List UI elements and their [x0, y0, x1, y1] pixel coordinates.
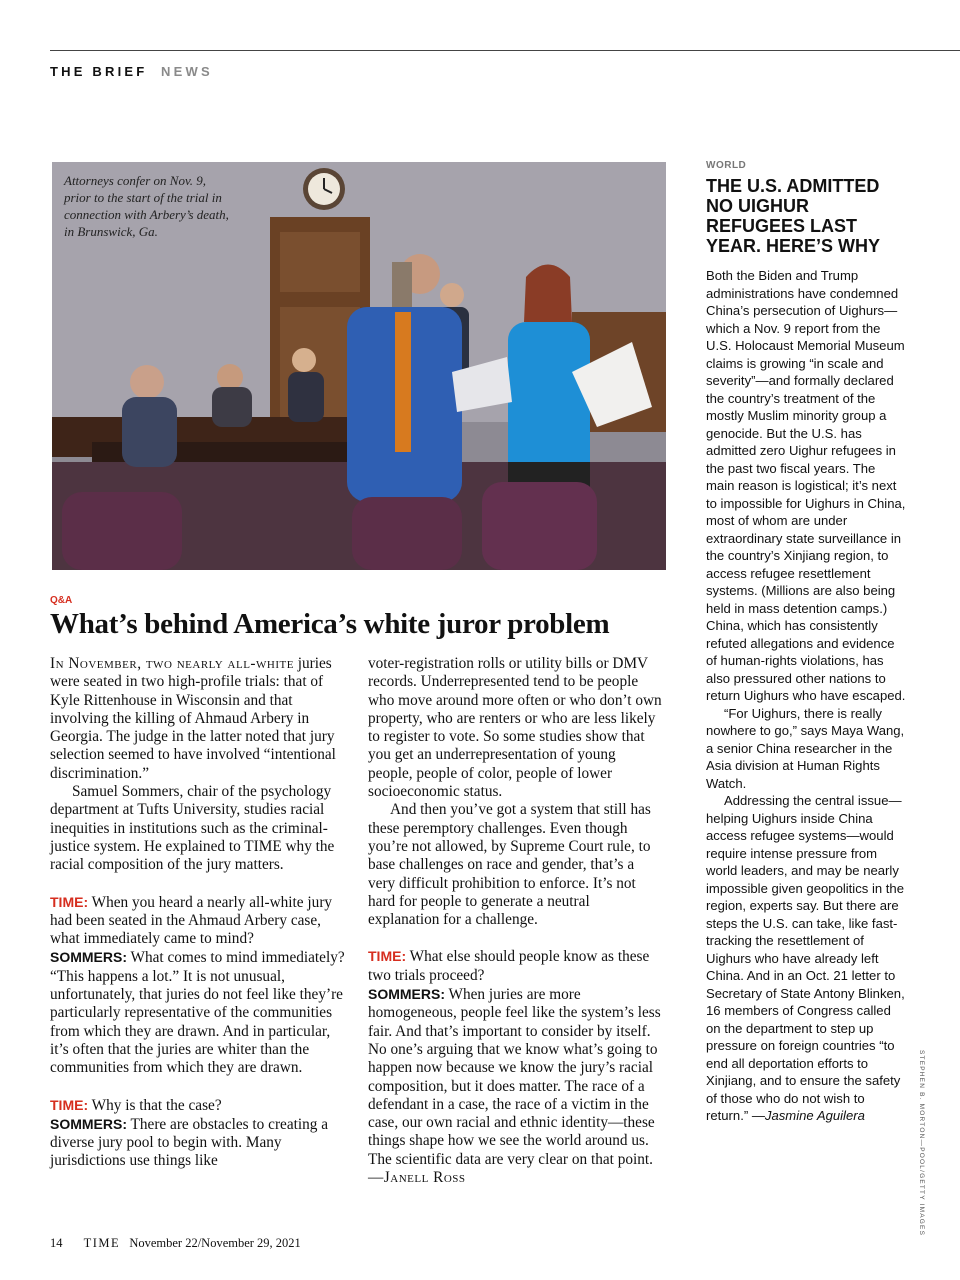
paragraph: Samuel Sommers, chair of the psychology department at Tufts University, studies racial inequities in institutions such as the criminal-justice system. He explained to TIME why the racial composition of the jury matters.: [50, 783, 335, 874]
top-rule: [50, 50, 960, 51]
page-footer: [50, 1236, 301, 1251]
answer: [50, 1115, 346, 1171]
section-label: [50, 64, 213, 79]
paragraph: [50, 655, 346, 783]
answer-label: SOMMERS:: [368, 986, 445, 1003]
answer-text: When juries are more homogeneous, people feel like the system’s less fair. And that’s important to consider by itself. No one’s arguing that we know what’s going to happen now because we know the jury’s racial composition, but it does matter. The race of a defendant in a case, the race of a victim in the case, our own racial and ethnic identity—these things shape how we see the world around us. The scientific data are very clear on that point.: [368, 986, 661, 1168]
paragraph: Both the Biden and Trump administrations have condemned China’s persecution of Uighurs—which a Nov. 9 report from the U.S. Holocaust Memorial Museum claims is growing “in scale and severity”—and formally declared the country’s treatment of the mostly Muslim minority group a genocide. But the U.S. has admitted zero Uighur refugees in the past two fiscal years. The main reason is logistical; it’s next to impossible for Uighurs in China, most of whom are under extraordinary state surveillance in the country’s Xinjiang region, to access refugee resettlement systems. (Millions are also being held in mass detention camps.) China, which has consistently refuted allegations and evidence of human-rights violations, has also pressured other nations to return Uighurs who have escaped.: [706, 268, 906, 703]
question-text: What else should people know as these two trials proceed?: [368, 948, 650, 984]
question-text: When you heard a nearly all-white jury had been seated in the Ahmaud Arbery case, what immediately came to mind?: [50, 893, 333, 948]
lead-in: In November, two nearly all-white: [50, 655, 294, 672]
sidebar-body: [706, 267, 906, 1125]
photo-caption: Attorneys confer on Nov. 9, prior to the start of the trial in connection with Arbery’s death, in Brunswick, Ga.: [64, 173, 229, 239]
answer-text: There are obstacles to creating a diverse jury pool to begin with. Many jurisdictions use things like: [50, 1115, 329, 1170]
paragraph: And then you’ve got a system that still has these peremptory challenges. Even though you’re not allowed, by Supreme Court rule, to base challenges on race and gender, that’s a very difficult prohibition to enforce. It’s not hard for people to generate a neutral explanation for a challenge.: [368, 801, 651, 929]
answer: [50, 948, 346, 1077]
magazine-name: TIME: [83, 1236, 121, 1250]
photo-credit: [916, 1050, 926, 1237]
sidebar-byline: —Jasmine Aguilera: [748, 1108, 865, 1123]
answer-text: What comes to mind immediately? “This happens a lot.” It is not unusual, unfortunately, that juries do not feel like they’re particularly representative of the communities from which they are drawn. And in particular, it’s often that the juries are whiter than the communities from which they are drawn.: [50, 949, 345, 1077]
question: [50, 1096, 346, 1115]
answer-label: SOMMERS:: [50, 949, 127, 966]
byline: —Janell Ross: [368, 1169, 466, 1187]
paragraph-text: Addressing the central issue—helping Uighurs inside China access refugee systems—would require intense pressure from world leaders, and may be nearly impossible given geopolitics in the region, experts say. But there are steps the U.S. can take, like fast-tracking the resettlement of Uighurs who have already left China. And in an Oct. 21 letter to Secretary of State Antony Blinken, 16 members of Congress called on the department to step up pressure on foreign countries “to end all deportation efforts to Xinjiang, and to ensure the safety of those who do not wish to return.”: [706, 793, 905, 1123]
question-text: Why is that the case?: [88, 1096, 222, 1114]
question: [368, 947, 664, 985]
answer-label: SOMMERS:: [50, 1115, 127, 1132]
answer: [368, 985, 664, 1187]
article-column-2: [368, 655, 664, 1187]
article-headline: What’s behind America’s white juror problem: [50, 608, 610, 640]
paragraph-text: juries were seated in two high-profile trials: that of Kyle Rittenhouse in Wisconsin and that involving the killing of Ahmaud Arbery in Georgia. The judge in the latter noted that jury selection seemed to have involved “intentional discrimination.”: [50, 655, 336, 782]
paragraph: “For Uighurs, there is really nowhere to go,” says Maya Wang, a senior China researcher in the Asia division at Human Rights Watch.: [706, 705, 905, 791]
paragraph: [706, 792, 906, 1125]
question-label: TIME:: [50, 1096, 89, 1113]
subsection-name: NEWS: [161, 64, 213, 79]
sidebar-headline: THE U.S. ADMITTED NO UIGHUR REFUGEES LAST YEAR. HERE’S WHY: [706, 176, 881, 256]
page-number: 14: [50, 1236, 63, 1250]
paragraph: voter-registration rolls or utility bills or DMV records. Underrepresented tend to be people who move around more often or who don’t own property, who are renters or who are less likely to register to vote. So some studies show that you get an underrepresentation of young people, people of color, people of lower socioeconomic status.: [368, 655, 662, 801]
courtroom-photo: [52, 162, 666, 570]
article-kicker: Q&A: [50, 595, 73, 606]
article-column-1: [50, 655, 346, 1171]
question: [50, 893, 346, 949]
sidebar-kicker: WORLD: [706, 160, 747, 171]
issue-date: November 22/November 29, 2021: [129, 1236, 301, 1250]
question-label: TIME:: [50, 893, 89, 910]
section-name: THE BRIEF: [50, 64, 148, 79]
photo-credit-text: STEPHEN B. MORTON—POOL/GETTY IMAGES: [918, 1050, 925, 1237]
question-label: TIME:: [368, 948, 407, 965]
